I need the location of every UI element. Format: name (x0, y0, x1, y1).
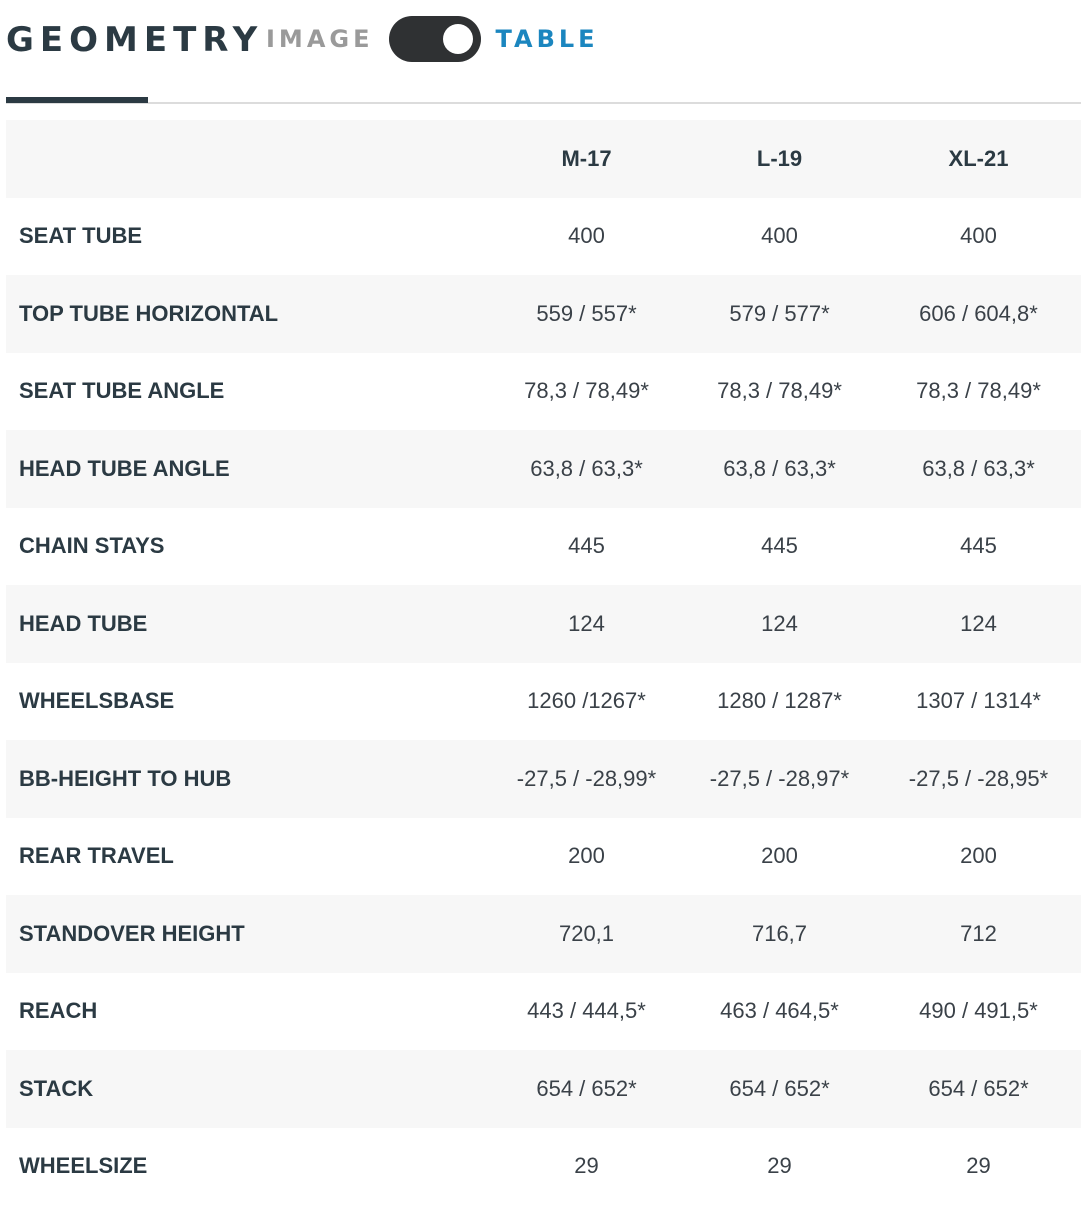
geometry-header (0, 0, 1081, 104)
row-label: SEAT TUBE ANGLE (6, 378, 490, 404)
row-value: 400 (876, 223, 1081, 249)
row-value: 400 (490, 223, 683, 249)
row-value: 654 / 652* (490, 1076, 683, 1102)
row-label: WHEELSBASE (6, 688, 490, 714)
table-row (6, 818, 1081, 896)
header-divider (6, 102, 1081, 104)
row-value: 29 (683, 1153, 876, 1179)
row-label: CHAIN STAYS (6, 533, 490, 559)
row-value: 400 (683, 223, 876, 249)
row-value: 606 / 604,8* (876, 301, 1081, 327)
row-value: 579 / 577* (683, 301, 876, 327)
row-value: 124 (490, 611, 683, 637)
toggle-option-image[interactable]: IMAGE (266, 25, 373, 53)
row-value: 654 / 652* (683, 1076, 876, 1102)
view-toggle (266, 16, 599, 62)
row-value: 490 / 491,5* (876, 998, 1081, 1024)
toggle-option-table[interactable]: TABLE (495, 25, 598, 53)
row-value: 78,3 / 78,49* (876, 378, 1081, 404)
row-value: 445 (683, 533, 876, 559)
row-value: 559 / 557* (490, 301, 683, 327)
row-value: 200 (683, 843, 876, 869)
row-label: HEAD TUBE (6, 611, 490, 637)
row-value: 78,3 / 78,49* (490, 378, 683, 404)
column-header: XL-21 (876, 146, 1081, 172)
table-row (6, 275, 1081, 353)
row-value: 78,3 / 78,49* (683, 378, 876, 404)
row-value: -27,5 / -28,99* (490, 766, 683, 792)
row-value: 124 (876, 611, 1081, 637)
row-value: 654 / 652* (876, 1076, 1081, 1102)
row-value: 29 (490, 1153, 683, 1179)
row-value: 1260 /1267* (490, 688, 683, 714)
column-header: L-19 (683, 146, 876, 172)
row-value: 463 / 464,5* (683, 998, 876, 1024)
row-label: STACK (6, 1076, 490, 1102)
row-label: TOP TUBE HORIZONTAL (6, 301, 490, 327)
table-row (6, 1050, 1081, 1128)
page-title: GEOMETRY (6, 18, 263, 62)
row-label: REACH (6, 998, 490, 1024)
row-value: 720,1 (490, 921, 683, 947)
row-value: 445 (876, 533, 1081, 559)
row-label: HEAD TUBE ANGLE (6, 456, 490, 482)
table-row (6, 585, 1081, 663)
table-row (6, 740, 1081, 818)
table-row (6, 353, 1081, 431)
row-value: 445 (490, 533, 683, 559)
table-header-row (6, 120, 1081, 198)
row-value: 63,8 / 63,3* (683, 456, 876, 482)
row-value: 1280 / 1287* (683, 688, 876, 714)
row-label: REAR TRAVEL (6, 843, 490, 869)
table-row (6, 973, 1081, 1051)
view-toggle-switch[interactable] (389, 16, 481, 62)
row-label: WHEELSIZE (6, 1153, 490, 1179)
row-label: SEAT TUBE (6, 223, 490, 249)
row-value: 200 (490, 843, 683, 869)
table-row (6, 198, 1081, 276)
row-value: 29 (876, 1153, 1081, 1179)
geometry-table (6, 120, 1081, 1205)
column-header: M-17 (490, 146, 683, 172)
row-value: 63,8 / 63,3* (490, 456, 683, 482)
row-value: -27,5 / -28,95* (876, 766, 1081, 792)
table-row (6, 895, 1081, 973)
row-value: 1307 / 1314* (876, 688, 1081, 714)
row-value: 712 (876, 921, 1081, 947)
row-label: BB-HEIGHT TO HUB (6, 766, 490, 792)
row-value: 443 / 444,5* (490, 998, 683, 1024)
toggle-knob (443, 24, 473, 54)
table-row (6, 508, 1081, 586)
row-value: 63,8 / 63,3* (876, 456, 1081, 482)
row-value: 716,7 (683, 921, 876, 947)
table-row (6, 1128, 1081, 1205)
row-value: 124 (683, 611, 876, 637)
table-row (6, 663, 1081, 741)
title-underline (6, 97, 148, 103)
table-row (6, 430, 1081, 508)
row-label: STANDOVER HEIGHT (6, 921, 490, 947)
row-value: 200 (876, 843, 1081, 869)
row-value: -27,5 / -28,97* (683, 766, 876, 792)
